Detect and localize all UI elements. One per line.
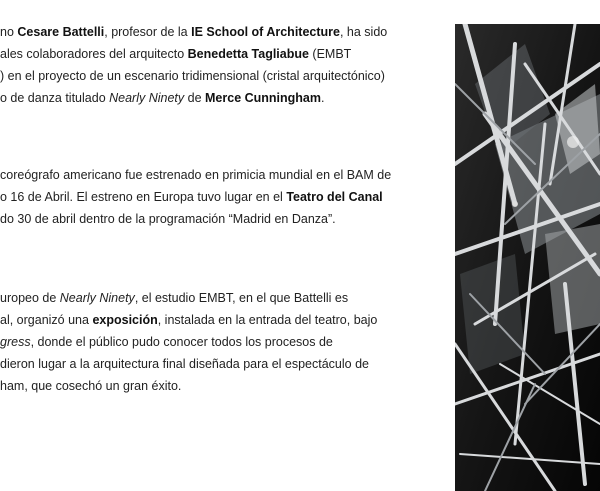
text-line: o de danza titulado Nearly Ninety de Merce Cunningham.: [0, 91, 325, 105]
text-line: do 30 de abril dentro de la programación “Madrid en Danza”.: [0, 212, 336, 226]
paragraph-intro: [0, 21, 440, 109]
text-line: ham, que cosechó un gran éxito.: [0, 379, 182, 393]
text-line: ) en el proyecto de un escenario tridimensional (cristal arquitectónico): [0, 69, 385, 83]
paragraph-premiere: [0, 164, 440, 230]
text-line: dieron lugar a la arquitectura final diseñada para el espectáculo de: [0, 357, 369, 371]
text-line: uropeo de Nearly Ninety, el estudio EMBT, en el que Battelli es: [0, 291, 349, 305]
stage-photo: [455, 24, 600, 491]
text-line: ales colaboradores del arquitecto Benedetta Tagliabue (EMBT: [0, 47, 352, 61]
text-line: coreógrafo americano fue estrenado en primicia mundial en el BAM de: [0, 168, 392, 182]
text-line: al, organizó una exposición, instalada en la entrada del teatro, bajo: [0, 313, 378, 327]
paragraph-exhibition: [0, 287, 440, 397]
text-line: o 16 de Abril. El estreno en Europa tuvo lugar en el Teatro del Canal: [0, 190, 383, 204]
text-line: no Cesare Battelli, profesor de la IE School of Architecture, ha sido: [0, 25, 388, 39]
text-line: gress, donde el público pudo conocer todos los procesos de: [0, 335, 333, 349]
